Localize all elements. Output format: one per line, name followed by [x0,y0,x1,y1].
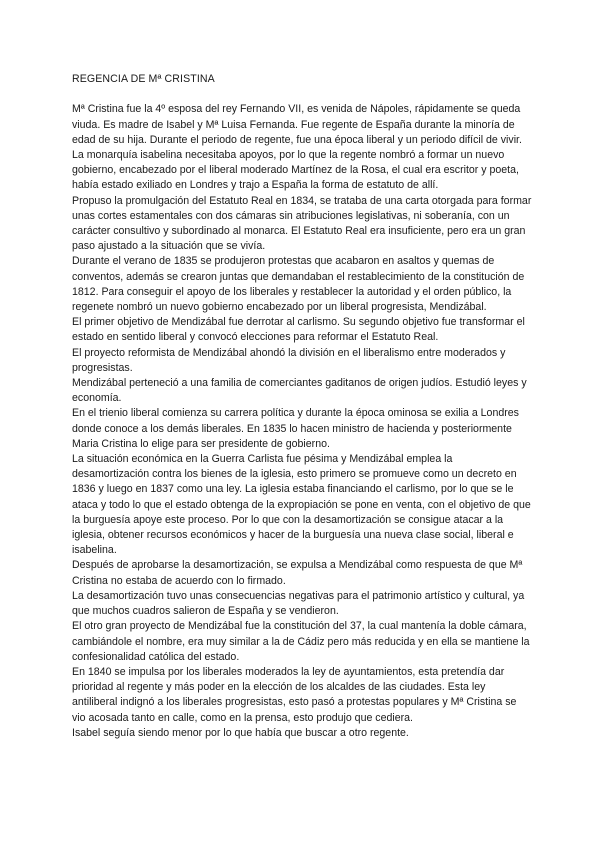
paragraph: En 1840 se impulsa por los liberales moderados la ley de ayuntamientos, esta pretendía dar prioridad al regente y más poder en la elección de los alcaldes de las ciudades. Esta ley antiliberal indignó a los liberales progresistas, esto pasó a protestas populares y Mª Cristina se vio acosada tanto en calle, como en la prensa, esto produjo que cediera. [72,665,517,724]
paragraph: Isabel seguía siendo menor por lo que había que buscar a otro regente. [72,726,409,739]
paragraph: El primer objetivo de Mendizábal fue derrotar al carlismo. Su segundo objetivo fue transformar el estado en sentido liberal y convocó elecciones para reformar el Estatuto Real. [72,316,525,344]
paragraph: La situación económica en la Guerra Carlista fue pésima y Mendizábal emplea la desamortización contra los bienes de la iglesia, esto primero se promueve como un decreto en 1836 y luego en 1837 como una ley. La iglesia estaba financiando el carlismo, por lo que se le ataca y todo lo que el estado obtenga de la expropiación se pone en venta, con el objetivo de que la burguesía apoye este proceso. Por lo que con la desamortización se consigue atacar a la iglesia, obtener recursos económicos y hacer de la burguesía una nueva clase social, liberal e isabelina. [72,453,531,557]
paragraph: Propuso la promulgación del Estatuto Real en 1834, se trataba de una carta otorgada para formar unas cortes estamentales con dos cámaras sin atribuciones legislativas, ni soberanía, con un carácter consultivo y subordinado al monarca. El Estatuto Real era insuficiente, pero era un gran paso ajustado a la situación que se vivía. [72,194,532,253]
paragraph: Mendizábal perteneció a una familia de comerciantes gaditanos de origen judíos. Estudió leyes y economía. [72,377,527,405]
paragraph: Después de aprobarse la desamortización, se expulsa a Mendizábal como respuesta de que Mª Cristina no estaba de acuerdo con lo firmado. [72,559,523,587]
paragraph: Mª Cristina fue la 4º esposa del rey Fernando VII, es venida de Nápoles, rápidamente se queda viuda. Es madre de Isabel y Mª Luisa Fernanda. Fue regente de España durante la minoría de edad de su hija. Durante el periodo de regente, fue una época liberal y un periodo difícil de vivir. [72,103,522,146]
paragraph: El otro gran proyecto de Mendizábal fue la constitución del 37, la cual mantenía la doble cámara, cambiándole el nombre, era muy similar a la de Cádiz pero más reducida y en ella se mantiene la confesionalidad católica del estado. [72,620,530,663]
paragraph: El proyecto reformista de Mendizábal ahondó la división en el liberalismo entre moderados y progresistas. [72,346,506,374]
paragraph: La monarquía isabelina necesitaba apoyos, por lo que la regente nombró a formar un nuevo gobierno, encabezado por el liberal moderado Martínez de la Rosa, el cual era escritor y poeta, había estado exiliado en Londres y trajo a España la forma de estatuto de allí. [72,149,519,192]
document-title: REGENCIA DE Mª CRISTINA [72,73,215,85]
paragraph: En el trienio liberal comienza su carrera política y durante la época ominosa se exilia a Londres donde conoce a los demás liberales. En 1835 lo hacen ministro de hacienda y posteriormente Maria Cristina lo elige para ser presidente de gobierno. [72,407,519,450]
document-body [72,72,532,741]
paragraph: Durante el verano de 1835 se produjeron protestas que acabaron en asaltos y quemas de conventos, además se crearon juntas que demandaban el restablecimiento de la constitución de 1812. Para conseguir el apoyo de los liberales y restablecer la autoridad y el orden público, la regenete nombró un nuevo gobierno encabezado por un liberal progresista, Mendizábal. [72,255,525,314]
paragraph: La desamortización tuvo unas consecuencias negativas para el patrimonio artístico y cultural, ya que muchos cuadros salieron de España y se vendieron. [72,589,525,618]
